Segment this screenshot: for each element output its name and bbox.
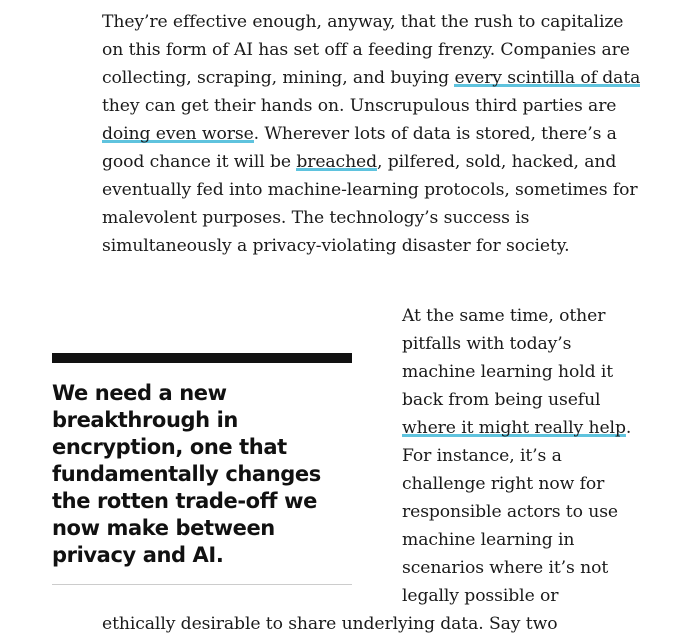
body-paragraph: [102, 8, 642, 260]
paragraph-text: They’re effective enough, anyway, that the rush to capitalize on this form of AI has set off a feeding frenzy. Companies are collecting, scraping, mining, and buying: [102, 12, 630, 88]
pull-quote: [52, 353, 352, 585]
link-every-scintilla-of-data[interactable]: every scintilla of data: [454, 68, 641, 88]
body-paragraph: [402, 302, 642, 610]
pull-quote-divider: [52, 584, 352, 585]
pull-quote-top-rule: [52, 353, 352, 363]
paragraph-text: . For instance, it’s a challenge right now for responsible actors to use machine learning in scenarios where it’s not legally possible or: [402, 418, 632, 606]
link-doing-even-worse[interactable]: doing even worse: [102, 124, 254, 144]
link-breached[interactable]: breached: [296, 152, 378, 172]
link-where-it-might-really-help[interactable]: where it might really help: [402, 418, 626, 438]
paragraph-text: At the same time, other pitfalls with today’s machine learning hold it back from being useful: [402, 306, 614, 410]
paragraph-text: . Wherever lots of data is stored, there’s a good chance it will be: [102, 124, 617, 172]
paragraph-text: ethically desirable to share underlying data. Say two: [102, 614, 558, 634]
pull-quote-text: We need a new breakthrough in encryption, one that fundamentally changes the rotten trade-off we now make between privacy and AI.: [52, 381, 321, 567]
body-paragraph: [102, 610, 662, 635]
paragraph-text: , pilfered, sold, hacked, and eventually fed into machine-learning protocols, sometimes for malevolent purposes. The technology’s success is simultaneously a privacy-violating disaster for society.: [102, 152, 638, 256]
paragraph-text: they can get their hands on. Unscrupulous third parties are: [102, 96, 617, 116]
